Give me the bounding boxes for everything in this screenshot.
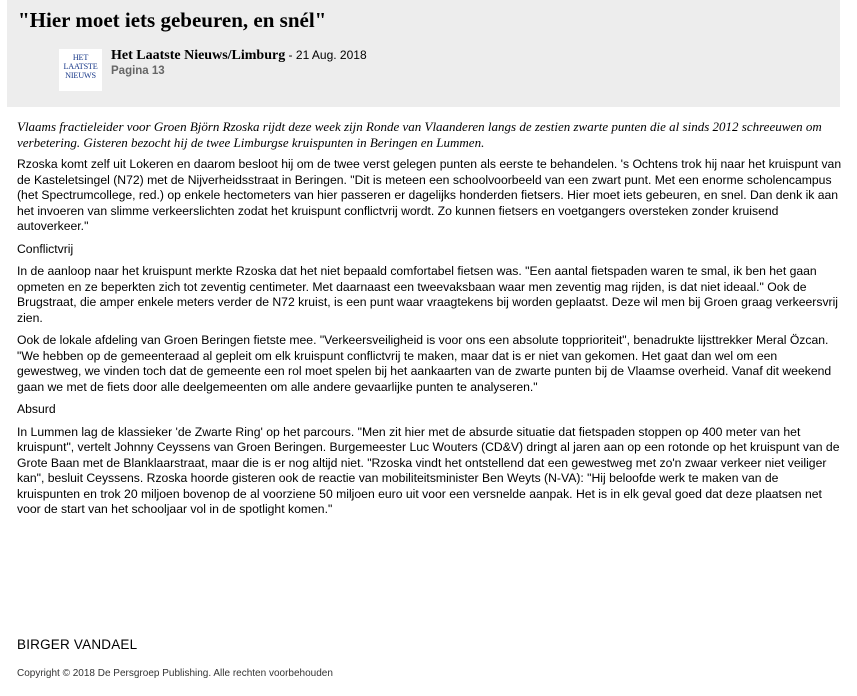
paragraph-1: Rzoska komt zelf uit Lokeren en daarom besloot hij om de twee verst gelegen punten als eerste te behandelen. 's Ochtens trok hij naar het kruispunt van de Kasteletsingel (N72) met de Nijverheidsstraat in Beringen. "Dit is meteen een schoolvoorbeeld van een zwart punt. Met een enorme scholencampus (het Spectrumcollege, red.) op enkele hectometers van hier passeren er dagelijks honderden fietsers. Hier moet iets gebeuren, en snel. Dan denk ik aan het invoeren van slimme verkeerslichten zodat het kruispunt conflictvrij wordt. Zo kunnen fietsers en voetgangers oversteken zonder kruisend autoverkeer."	[17, 157, 842, 233]
article-title: "Hier moet iets gebeuren, en snél"	[18, 8, 327, 32]
article-header	[7, 0, 840, 107]
publication-date: 21 Aug. 2018	[295, 48, 367, 62]
source-line	[111, 48, 367, 64]
author-name: BIRGER VANDAEL	[17, 637, 138, 652]
newspaper-logo	[59, 49, 102, 91]
subheading-absurd: Absurd	[17, 402, 56, 416]
subheading-conflictvrij: Conflictvrij	[17, 241, 74, 256]
source-name: Het Laatste Nieuws/Limburg	[111, 48, 286, 63]
article-body	[17, 119, 842, 525]
page-number: Pagina 13	[111, 65, 165, 77]
logo-line-2: LAATSTE	[63, 62, 98, 71]
logo-line-1: HET	[72, 53, 89, 62]
paragraph-4: In Lummen lag de klassieker 'de Zwarte Ring' op het parcours. "Men zit hier met de absurde situatie dat fietspaden stoppen op 400 meter van het kruispunt", vertelt Johnny Ceyssens van Groen Beringen. Burgemeester Luc Wouters (CD&V) dringt al jaren aan op een rotonde op het kruispunt van de Grote Baan met de Blanklaarstraat, maar die is er nog altijd niet. "Rzoska vindt het ontstellend dat een gewestweg met zo'n zwaar verkeer niet veiliger kan", besluit Ceyssens. Rzoska hoorde gisteren ook de reactie van mobiliteitsminister Ben Weyts (N-VA): "Hij beloofde werk te maken van de kruispunten en trok 20 miljoen bovenop de al voorziene 50 miljoen euro uit voor een versnelde aanpak. Het is in elk geval goed dat deze plaatsen net voor de start van het schooljaar vol in de spotlight komen."	[17, 424, 840, 516]
article-lead: Vlaams fractieleider voor Groen Björn Rzoska rijdt deze week zijn Ronde van Vlaanderen langs de zestien zwarte punten die al sinds 2012 schreeuwen om verbetering. Gisteren bezocht hij de twee Limburgse kruispunten in Beringen en Lummen.	[17, 119, 822, 150]
copyright-notice: Copyright © 2018 De Persgroep Publishing. Alle rechten voorbehouden	[17, 668, 333, 679]
logo-line-3: NIEUWS	[65, 71, 96, 80]
paragraph-2: In de aanloop naar het kruispunt merkte Rzoska dat het niet bepaald comfortabel fietsen was. "Een aantal fietspaden waren te smal, ik ben het gaan opmeten en ze beperkten zich tot zeventig centimeter. Met daarnaast een tweevaksbaan waar men zeventig mag rijden, is dat niet ideaal." Ook de Brugstraat, die amper enkele meters verder de N72 kruist, is een punt waar vraagtekens bij worden geplaatst. Deze wil men bij Groen graag verkeersvrij zien.	[17, 264, 839, 325]
paragraph-3: Ook de lokale afdeling van Groen Beringen fietste mee. "Verkeersveiligheid is voor ons een absolute topprioriteit", benadrukte lijsttrekker Meral Özcan. "We hebben op de gemeenteraad al gepleit om elk kruispunt conflictvrij te maken, maar dat is er niet van gekomen. Het gaat dan wel om een gewestweg, we vinden toch dat de gemeente een rol moet spelen bij het aankaarten van de zwarte punten bij de Vlaamse overheid. Vanaf dit weekend gaan we met de fiets door alle deelgemeenten om alle andere gevaarlijke punten te analyseren."	[17, 333, 832, 394]
date-separator: -	[285, 48, 296, 62]
